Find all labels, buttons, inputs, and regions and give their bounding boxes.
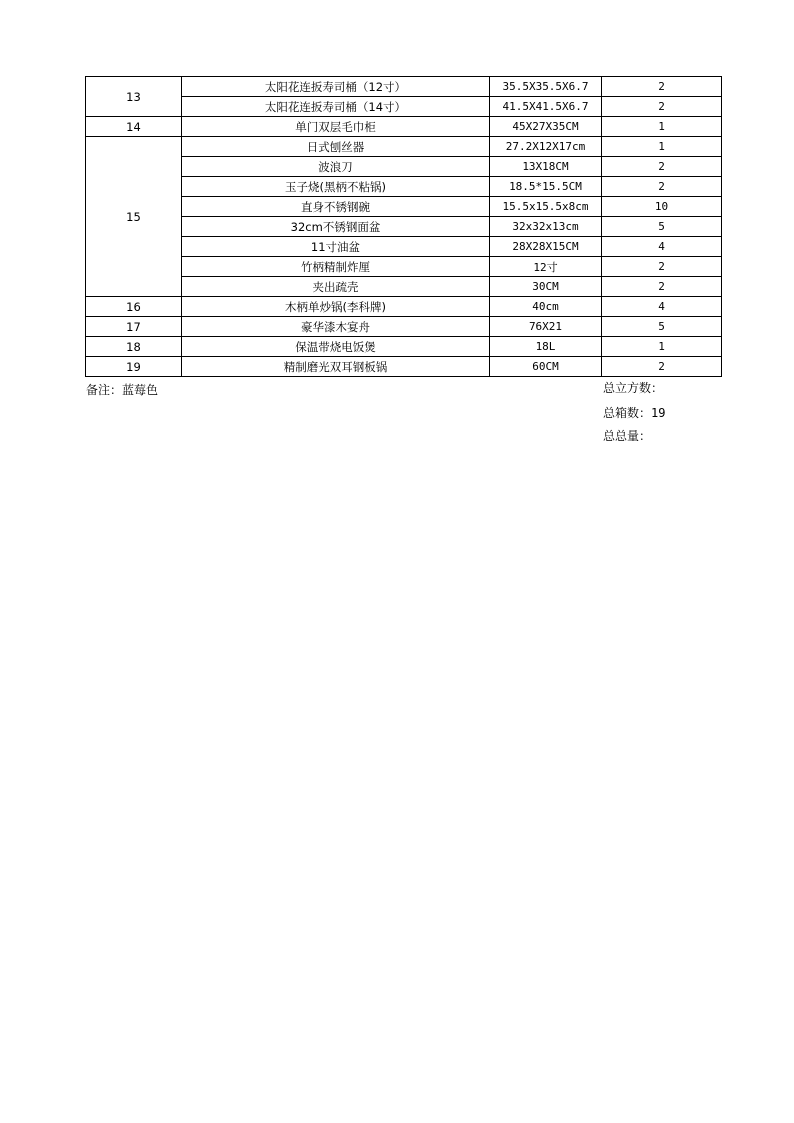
item-size: 15.5x15.5x8cm xyxy=(490,197,602,217)
item-size: 30CM xyxy=(490,277,602,297)
item-name: 豪华漆木宴舟 xyxy=(182,317,490,337)
item-name: 保温带烧电饭煲 xyxy=(182,337,490,357)
table-row xyxy=(86,257,722,277)
item-quantity: 2 xyxy=(602,177,722,197)
item-quantity: 1 xyxy=(602,337,722,357)
item-name: 太阳花连扳寿司桶（14寸） xyxy=(182,97,490,117)
table-row xyxy=(86,177,722,197)
item-name: 单门双层毛巾柜 xyxy=(182,117,490,137)
table-row xyxy=(86,217,722,237)
total-boxes-label: 总箱数： xyxy=(603,406,652,420)
item-quantity: 4 xyxy=(602,237,722,257)
table-row xyxy=(86,157,722,177)
item-size: 76X21 xyxy=(490,317,602,337)
packing-list-table xyxy=(85,76,722,377)
item-quantity: 4 xyxy=(602,297,722,317)
item-name: 直身不锈钢碗 xyxy=(182,197,490,217)
item-size: 18L xyxy=(490,337,602,357)
item-size: 28X28X15CM xyxy=(490,237,602,257)
item-name: 波浪刀 xyxy=(182,157,490,177)
item-quantity: 2 xyxy=(602,157,722,177)
item-quantity: 2 xyxy=(602,357,722,377)
item-size: 32x32x13cm xyxy=(490,217,602,237)
item-name: 太阳花连扳寿司桶（12寸） xyxy=(182,77,490,97)
item-size: 27.2X12X17cm xyxy=(490,137,602,157)
total-boxes xyxy=(603,404,665,421)
item-number: 17 xyxy=(86,317,182,337)
item-quantity: 2 xyxy=(602,77,722,97)
item-name: 日式刨丝器 xyxy=(182,137,490,157)
total-weight xyxy=(603,427,651,444)
item-name: 玉子烧(黑柄不粘锅) xyxy=(182,177,490,197)
total-weight-label: 总总量： xyxy=(603,429,652,443)
item-name: 精制磨光双耳钢板锅 xyxy=(182,357,490,377)
item-number: 16 xyxy=(86,297,182,317)
item-size: 12寸 xyxy=(490,257,602,277)
table-row xyxy=(86,197,722,217)
item-size: 40cm xyxy=(490,297,602,317)
item-name: 11寸油盆 xyxy=(182,237,490,257)
item-name: 夹出疏壳 xyxy=(182,277,490,297)
table-row xyxy=(86,117,722,137)
item-quantity: 5 xyxy=(602,217,722,237)
table-row xyxy=(86,97,722,117)
table-row xyxy=(86,277,722,297)
item-quantity: 1 xyxy=(602,117,722,137)
item-size: 60CM xyxy=(490,357,602,377)
table-row xyxy=(86,317,722,337)
remark-label: 备注： xyxy=(86,383,123,397)
table-row xyxy=(86,357,722,377)
item-number: 19 xyxy=(86,357,182,377)
item-size: 18.5*15.5CM xyxy=(490,177,602,197)
total-boxes-value: 19 xyxy=(651,406,666,420)
remark xyxy=(86,381,158,398)
item-quantity: 10 xyxy=(602,197,722,217)
item-quantity: 2 xyxy=(602,97,722,117)
total-volume xyxy=(603,379,663,396)
item-size: 35.5X35.5X6.7 xyxy=(490,77,602,97)
item-size: 45X27X35CM xyxy=(490,117,602,137)
item-quantity: 2 xyxy=(602,277,722,297)
table-row xyxy=(86,137,722,157)
item-quantity: 2 xyxy=(602,257,722,277)
item-quantity: 1 xyxy=(602,137,722,157)
total-volume-label: 总立方数： xyxy=(603,381,664,395)
item-size: 13X18CM xyxy=(490,157,602,177)
table-row xyxy=(86,77,722,97)
item-name: 木柄单炒锅(李科牌) xyxy=(182,297,490,317)
remark-value: 蓝莓色 xyxy=(122,383,159,397)
table-row xyxy=(86,337,722,357)
item-number: 13 xyxy=(86,77,182,117)
item-size: 41.5X41.5X6.7 xyxy=(490,97,602,117)
table-row xyxy=(86,297,722,317)
item-number: 18 xyxy=(86,337,182,357)
item-number: 14 xyxy=(86,117,182,137)
item-name: 竹柄精制炸厘 xyxy=(182,257,490,277)
table-row xyxy=(86,237,722,257)
item-name: 32cm不锈钢面盆 xyxy=(182,217,490,237)
item-quantity: 5 xyxy=(602,317,722,337)
item-number: 15 xyxy=(86,137,182,297)
